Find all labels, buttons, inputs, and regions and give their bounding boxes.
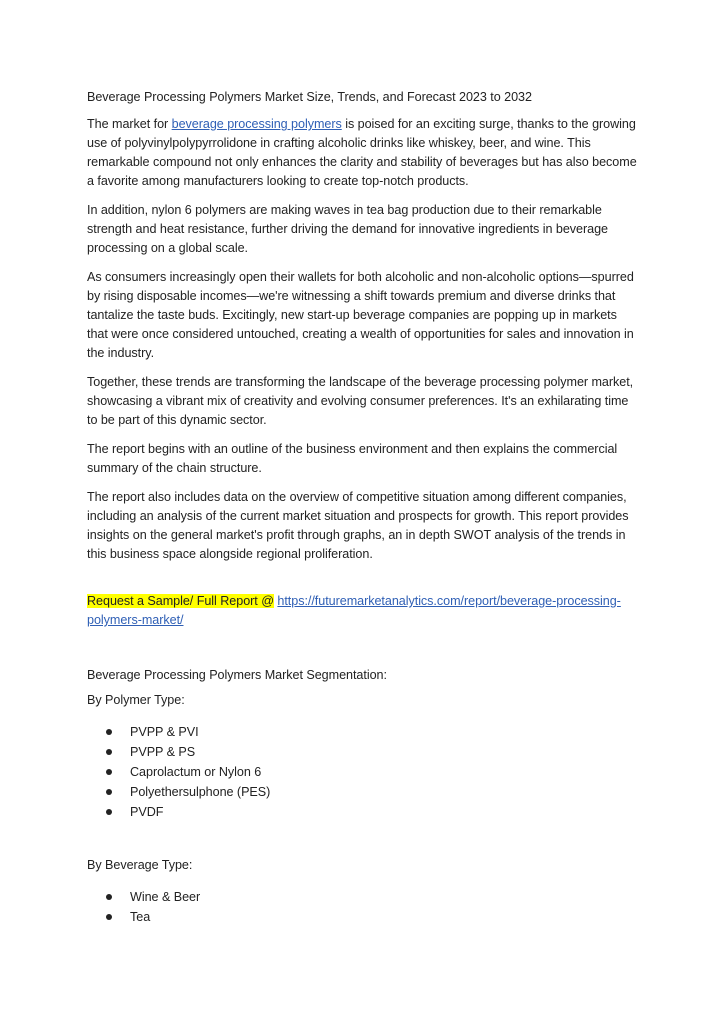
list-item	[87, 782, 637, 802]
paragraph-trends: Together, these trends are transforming the landscape of the beverage processing polymer market, showcasing a vibrant mix of creativity and evolving consumer preferences. It's an exhilarating time to be part of this dynamic sector.	[87, 375, 634, 427]
bullet-icon	[106, 809, 112, 815]
list-item-text: Polyethersulphone (PES)	[130, 785, 271, 799]
bullet-icon	[106, 769, 112, 775]
document-body	[87, 88, 637, 927]
list-item	[87, 742, 637, 762]
report-url-link[interactable]: https://futuremarketanalytics.com/report/beverage-processing-polymers-market/	[87, 594, 621, 627]
bullet-icon	[106, 749, 112, 755]
paragraph-overview: The report also includes data on the overview of competitive situation among different companies, including an analysis of the current market situation and prospects for growth. This report provides insights on the general market's profit through graphs, an in depth SWOT analysis of the trends in this business space alongside regional proliferation.	[87, 490, 629, 561]
document-title: Beverage Processing Polymers Market Size, Trends, and Forecast 2023 to 2032	[87, 90, 532, 104]
list-item-text: Caprolactum or Nylon 6	[130, 765, 262, 779]
request-sample-line	[87, 592, 637, 630]
request-sample-label: Request a Sample/ Full Report @	[87, 594, 274, 608]
bullet-icon	[106, 789, 112, 795]
list-item-text: PVPP & PVI	[130, 725, 199, 739]
polymer-type-list	[87, 722, 637, 822]
list-item	[87, 887, 637, 907]
polymer-type-heading: By Polymer Type:	[87, 693, 185, 707]
beverage-polymers-link[interactable]: beverage processing polymers	[171, 117, 342, 131]
beverage-type-heading: By Beverage Type:	[87, 858, 193, 872]
beverage-type-list	[87, 887, 637, 927]
bullet-icon	[106, 894, 112, 900]
list-item-text: Tea	[130, 910, 151, 924]
intro-text-after: is poised for an exciting surge, thanks to the growing use of polyvinylpolypyrrolidone in crafting alcoholic drinks like whiskey, beer, and wine. This remarkable compound not only enhances the clarity and stability of beverages but has also become a favorite among manufacturers looking to create top-notch products.	[87, 117, 637, 188]
intro-text-before: The market for	[87, 117, 172, 131]
paragraph-intro	[87, 115, 637, 191]
segmentation-heading: Beverage Processing Polymers Market Segmentation:	[87, 668, 387, 682]
list-item-text: PVDF	[130, 805, 164, 819]
bullet-icon	[106, 914, 112, 920]
list-item	[87, 762, 637, 782]
paragraph-consumers: As consumers increasingly open their wallets for both alcoholic and non-alcoholic options—spurred by rising disposable incomes—we're witnessing a shift towards premium and diverse drinks that tantalize the taste buds. Excitingly, new start-up beverage companies are popping up in markets that were once considered untouched, creating a wealth of opportunities for sales and innovation in the industry.	[87, 270, 634, 360]
list-item-text: PVPP & PS	[130, 745, 196, 759]
list-item	[87, 722, 637, 742]
list-item	[87, 907, 637, 927]
paragraph-nylon: In addition, nylon 6 polymers are making waves in tea bag production due to their remarkable strength and heat resistance, further driving the demand for innovative ingredients in beverage processing on a global scale.	[87, 203, 609, 255]
list-item-text: Wine & Beer	[130, 890, 201, 904]
bullet-icon	[106, 729, 112, 735]
list-item	[87, 802, 637, 822]
paragraph-outline: The report begins with an outline of the business environment and then explains the commercial summary of the chain structure.	[87, 442, 618, 475]
